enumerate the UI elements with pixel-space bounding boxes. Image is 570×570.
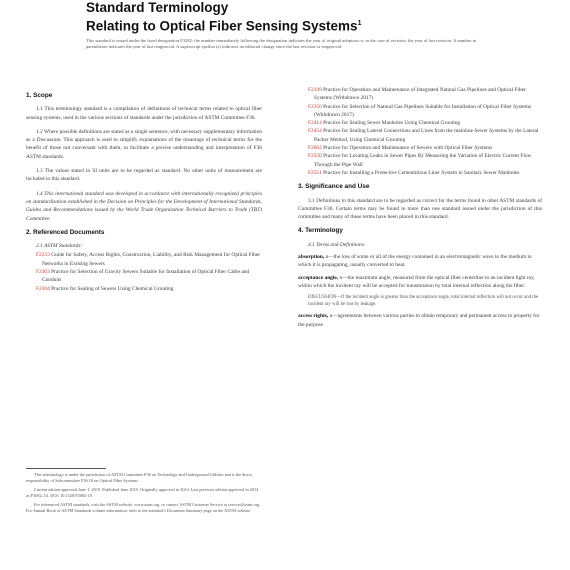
term-name: acceptance angle, — [298, 274, 339, 281]
term-definition: n—agreements between various parties to obtain temporary and permanent access to property for the purpose — [298, 313, 540, 328]
reference-item[interactable]: F2551 Practice for Installing a Protective Cementitious Liner System in Sanitary Sewer Manholes — [308, 169, 520, 176]
term-name: absorption, — [298, 254, 325, 261]
reference-code[interactable]: F2303 — [36, 269, 50, 276]
paragraph-1-2: 1.2 Where possible definitions are stated as a single sentence, with necessary supplementary information as a Discussion. This approach is used to simplify explanations of the meanings of technical terms for the benefit of those not conversant with them, to facilitate a precise understanding and interpretation of F36 ASTM standards. — [26, 128, 262, 160]
title-footnote-mark: 1 — [357, 20, 362, 27]
reference-code[interactable]: F2662 — [308, 145, 322, 152]
reference-item[interactable]: F2304 Practice for Sealing of Sewers Using Chemical Grouting — [36, 285, 174, 292]
left-column — [26, 86, 262, 293]
reference-item[interactable]: F2350 Practice for Selection of Natural Gas Pipelines Suitable for Installation of Optical Fiber Systems (Withdrawn 2017) — [308, 103, 532, 118]
section-significance-heading: 3. Significance and Use — [298, 183, 370, 191]
term-name: access rights, — [298, 313, 329, 320]
reference-code[interactable]: F2550 — [308, 153, 322, 160]
term-acceptance-angle — [298, 274, 542, 291]
term-definition: n—the maximum angle, measured from the optical fiber centerline to an incident light ray, within which the incident ray will be accepted for transmission by total internal reflection along the fiber. — [298, 274, 535, 289]
paragraph-1-1: 1.1 This terminology standard is a compilation of definitions of technical terms related to optical fiber sensing systems, used in the various sections of standards under the jurisdiction of ASTM Committee F36. — [26, 106, 262, 121]
term-definition: n—the loss of some or all of the energy contained in an electromagnetic wave to the medium in which it is propagating, usually converted to heat. — [298, 254, 532, 269]
section-scope-heading: 1. Scope — [26, 92, 53, 99]
right-column — [298, 86, 542, 333]
reference-item[interactable]: F2550 Practice for Locating Leaks in Sewer Pipes By Measuring the Variation of Electric Current Flow Through the Pipe Wall — [308, 153, 532, 168]
reference-code[interactable]: F2304 — [36, 285, 50, 292]
footnote-2: For referenced ASTM standards, visit the ASTM website, www.astm.org, or contact ASTM Customer Service at service@astm.org. For Annual Book of ASTM Standards volume information, refer to the standard's Document Summary page on the ASTM website. — [26, 502, 261, 514]
reference-item[interactable]: F2454 Practice for Sealing Lateral Connections and Lines from the mainline Sewer Systems by the Lateral Packer Method, Using Chemical Grouting — [308, 128, 539, 143]
astm-standards-subheading: 2.1 ASTM Standards: — [36, 243, 83, 250]
reference-code[interactable]: F2551 — [308, 169, 322, 176]
reference-code[interactable]: F2349 — [308, 87, 322, 93]
title-line-2: Relating to Optical Fiber Sensing Systems$^1$ — [86, 18, 362, 34]
reference-item[interactable]: F2662 Practice for Operation and Maintenance of Sewers with Optical Fiber Systems — [308, 145, 493, 152]
paragraph-3-1: 3.1 Definitions in this standard are to be regarded as correct for the terms found in other ASTM standards of Committee F36. Certain terms may be found in more than one standard issued under the jurisdiction of this committee and many of these terms have been placed in this standard. — [298, 197, 542, 221]
term-discussion: DISCUSSION—If the incident angle is greater than the acceptance angle, total internal reflection will not occur and the incident ray will be lost by leakage. — [308, 295, 539, 308]
terms-definitions-subheading: 4.1 Terms and Definitions: — [308, 241, 366, 248]
term-absorption — [298, 253, 542, 270]
title-line-1: Standard Terminology — [86, 0, 229, 15]
issuance-note: This standard is issued under the fixed designation F3282; the number immediately following the designation indicates the year of original adoption or, in the case of revision, the year of last revision. A number in parentheses indicates the year of last reapproval. A superscript epsilon (ε) indicates an editorial change since the last revision or reapproval. — [86, 38, 477, 50]
reference-item[interactable]: F2233 Guide for Safety, Access Rights, Construction, Liability, and Risk Management for Optical Fiber Networks in Existing Sewers — [36, 252, 261, 267]
reference-item[interactable]: F2349 Practice for Operation and Maintenance of Integrated Natural Gas Pipelines and Optical Fiber Systems (Withdrawn 2017) — [308, 87, 526, 102]
reference-code[interactable]: F2233 — [36, 252, 50, 259]
footnote-1b: Current edition approved June 1, 2019. Published June 2019. Originally approved in 2014. Last previous edition approved in 2014 as F3082–14. DOI: 10.1520/F3082-19. — [26, 487, 259, 499]
paragraph-1-3: 1.3 The values stated in SI units are to be regarded as standard. No other units of measurement are included in this standard. — [26, 168, 262, 183]
document-title — [86, 0, 361, 35]
reference-code[interactable]: F2350 — [308, 103, 322, 110]
footnotes — [26, 472, 262, 518]
reference-item[interactable]: F2303 Practice for Selection of Gravity Sewers Suitable for Installation of Optical Fiber Cable and Conduits — [36, 269, 250, 284]
section-terminology-heading: 4. Terminology — [298, 227, 343, 235]
footnote-divider — [26, 468, 106, 469]
footnote-1: This terminology is under the jurisdiction of ASTM Committee F36 on Technology and Underground Utilities and is the direct responsibility of Subcommittee F36.10 on Optical Fiber Systems. — [26, 472, 252, 484]
reference-code[interactable]: F2414 — [308, 120, 322, 127]
paragraph-1-4: 1.4 This international standard was developed in accordance with internationally recognized principles on standardization established in the Decision on Principles for the Development of International Standards, Guides and Recommendations issued by the World Trade Organization Technical Barriers to Trade (TBT) Committee. — [26, 190, 262, 222]
reference-code[interactable]: F2454 — [308, 128, 322, 135]
section-referenced-documents-heading: 2. Referenced Documents — [26, 228, 105, 236]
reference-item[interactable]: F2414 Practice for Sealing Sewer Manholes Using Chemical Grouting — [308, 120, 461, 127]
term-access-rights — [298, 312, 542, 329]
